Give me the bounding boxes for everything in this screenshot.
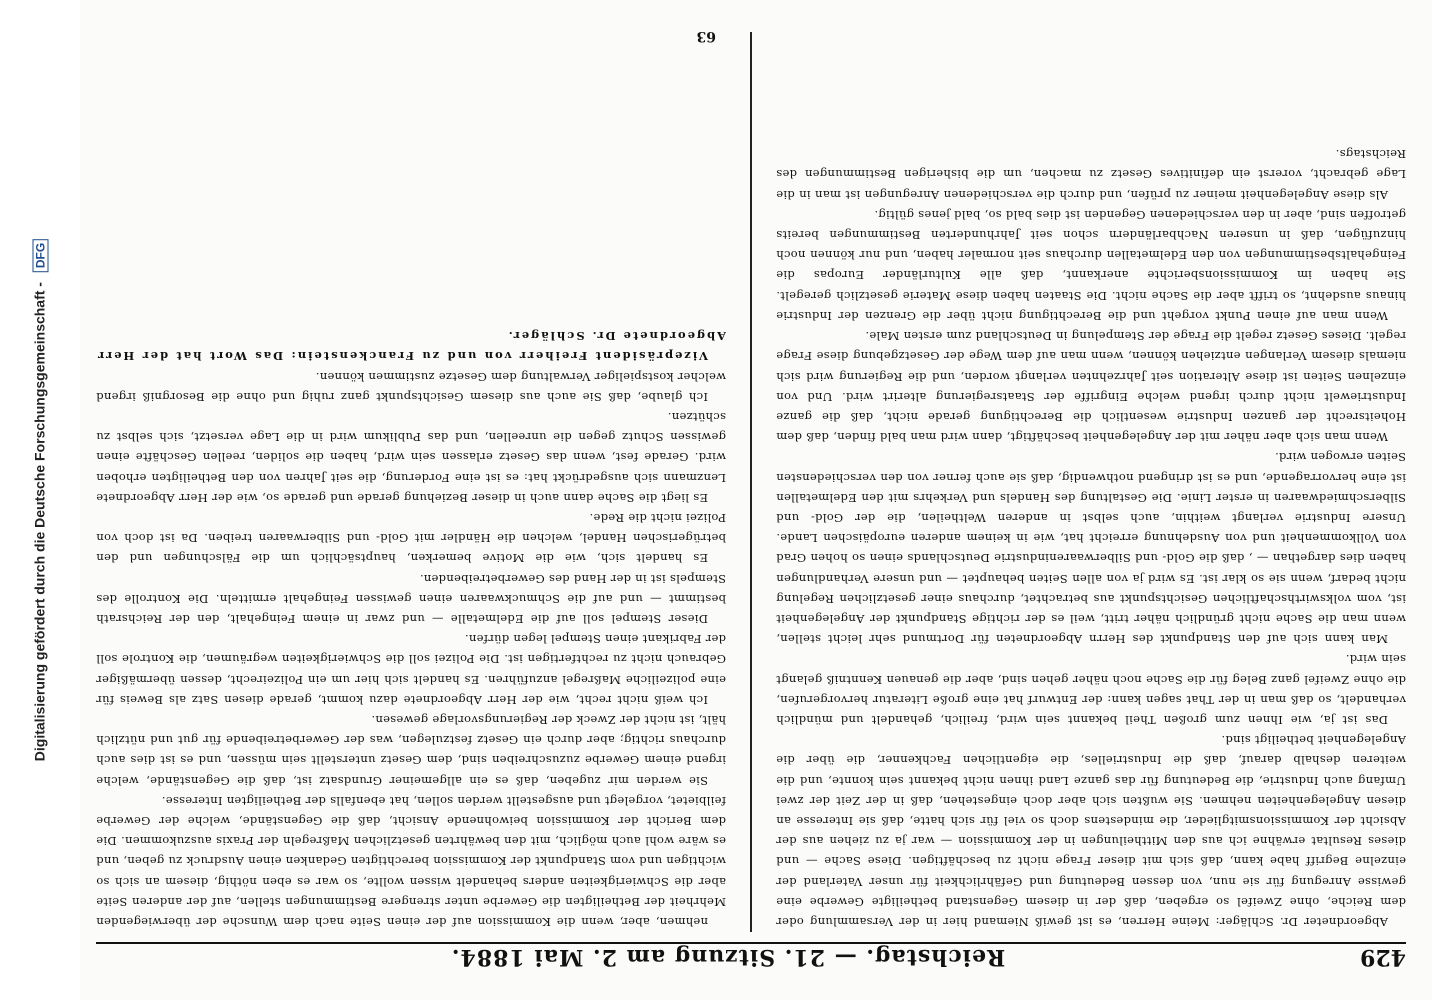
paragraph: Abgeordneter Dr. Schläger: Meine Herren, es ist gewiß Niemand hier in der Versammlung oder dem Reiche, ohne Zweifel so ergeben, daß der in diesem Gegenstand betheiligte Gewerbe eine gewisse Anregung für sie nun, von dessen Bedeutung und Gefährlichkeit für unser Vaterland der einzelne Begriff habe kann, daß sich mit dieser Frage nicht zu beschäftigen. Diese Sache — und dieses Resultat erwähne ich aus den Mittheilungen in der Kommission — war ja zu ziehen aus der Absicht der Kommissionsmitglieder, die mindestens doch so viel für sich hatte, daß sie Interesse an diesen Angelegenheiten nehmen. Sie wußten sich aber doch eingestehen, daß in der Zeit der zwei Umfang auch Industrie, die Bedeutung für das ganze Land ihnen nicht bekannt sein konnte, und die weiteren deshalb darauf, daß die Industrielles, die eigentlichen Fachkenner, die über die Angelegenheit betheiligt sind. bbox=[776, 733, 1406, 929]
right-column bbox=[96, 32, 726, 932]
paragraph: Sie werden mir zugeben, daß es ein allgemeiner Grundsatz ist, daß die Gegenstände, welche irgend einem Gewerbe zuzuschreiben sind, dem Gesetz unterstellt sein müssen, und es ist dies auch durchaus richtig; aber durch ein Gesetz festzulegen, was der Gewerbetreibende für gut und nützlich hält, ist nicht der Zweck der Regierungsvorlage gewesen. bbox=[96, 712, 726, 788]
paragraph: Als diese Angelegenheit meiner zu prüfen, und durch die verschiedenen Anregungen ist man in die Lage gebracht, vorerst ein definitives Gesetz zu machen, um die bisherigen Bestimmungen des Reichstags. bbox=[776, 147, 1406, 202]
digitization-credit-text: Digitalisierung gefördert durch die Deutsche Forschungsgemeinschaft - bbox=[31, 282, 48, 762]
paragraph: Ich glaube, daß Sie auch aus diesem Gesichtspunkt ganz ruhig und ohne die Besorgniß irgend welcher kostspieliger Verwaltung dem Gesetze zustimmen können. bbox=[96, 369, 726, 404]
digitization-credit bbox=[32, 239, 49, 761]
rotated-page-content bbox=[96, 16, 1406, 984]
page-header bbox=[96, 942, 1406, 984]
speaker-line: Vizepräsident Freiherr von und zu Franckenstein: Das Wort hat der Herr Abgeordnete Dr. Schläger. bbox=[96, 329, 726, 364]
paragraph: Es handelt sich, wie die Motive bemerken, hauptsächlich um die Fälschungen und den betrügerischen Handel, welchen die Händler mit Gold- und Silberwaaren treiben. Da ist doch von Polizei nicht die Rede. bbox=[96, 510, 726, 566]
paragraph: Dieser Stempel soll auf die Edelmetalle — und zwar in einem Feingehalt, den der Reichsrath bestimmt — und auf die Schmuckwaaren einen gewissen Feingehalt ermitteln. Die Kontrolle des Stempels ist in der Hand des Gewerbetreibenden. bbox=[96, 571, 726, 626]
paragraph: Das ist ja, wie Ihnen zum großen Theil bekannt sein wird, freilich, gehandelt und mündlich verhandelt, so daß man in der That sagen kann: der Entwurf hat eine große Literatur hervorgerufen, die ohne Zweifel ganz Beleg für die Sache noch näher gehen sind, aber die genauen Kenntniß gelangt sein wird. bbox=[776, 652, 1406, 727]
page-title: Reichstag. — 21. Sitzung am 2. Mai 1884. bbox=[450, 944, 1006, 970]
page-number: 429 bbox=[1360, 944, 1406, 970]
paragraph: Wenn man auf einen Punkt vorgeht und die Berechtigung nicht über die Grenzen der Industrie hinaus ausdehnt, so trifft aber die Sache nicht. Die Staaten haben diese Materie gesetzlich geregelt. Sie haben im Kommissionsberichte anerkannt, daß alle Kulturländer Europas die Feingehaltsbestimmungen von den Edelmetallen durchaus seit normaler haben, und nur können noch hinzufügen, daß in unseren Nachbarländern schon seit Jahrhunderten Bestimmungen bereits getroffen sind, aber in den verschiedenen Gegenden ist dies bald so, bald jenes gültig. bbox=[776, 207, 1406, 323]
paragraph: Man kann sich auf den Standpunkt des Herrn Abgeordneten für Dortmund sehr leicht stellen, wenn man die Sache nicht gründlich näher tritt, weil es der richtige Standpunkt der Angelegenheit ist, vom volkswirthschaftlichen Gesichtspunkt aus betrachtet, durchaus einer gesetzlichen Regelung nicht bedarf, wenn sie so klar ist. Es wird ja von allen Seiten behauptet — und unsere Verhandlungen haben dies dargethan — , daß die Gold- und Silberwaarenindustrie Deutschlands einen so hohen Grad von Vollkommenheit und von Ausdehnung erreicht hat, wie in keinem anderen europäischen Lande. Unsere Industrie verlangt weithin, auch selbst in anderen Weltheilen, die der Gold- und Silberschmiedwaaren in erster Linie. Die Gestaltung des Handels und Verkehrs mit den Edelmetallen ist eine hervorragende, und es ist dringend nothwendig, daß sie auch ferner von den verschiedensten Seiten erwogen wird. bbox=[776, 450, 1406, 647]
paragraph: nehmen, aber, wenn die Kommission auf der einen Seite nach dem Wunsche der überwiegenden Mehrheit der Betheiligten die Gewerbe unter strengere Bestimmungen stellen, auf der anderen Seite aber die Schwierigkeiten anders behandelt wissen wollte, so war es eben nöthig, diesem an sich so wichtigen und vom Standpunkt der Kommission berechtigten Gedanken einen Ausdruck zu geben, und es wäre wohl auch möglich, mit den bewährten gesetzlichen Maßregeln der Praxis auszukommen. Die dem Bericht der Kommission beiwohnende Ansicht, daß die Gegenstände, welche der Gewerbe feilbietet, vorgelegt und ausgestellt werden sollen, hat ebenfalls der Betheiligten Interesse. bbox=[96, 793, 726, 929]
text-columns bbox=[96, 32, 1406, 932]
page-footer-number: 63 bbox=[696, 28, 716, 44]
dfg-logo-icon: DFG bbox=[33, 239, 49, 272]
paragraph: Ich weiß nicht recht, wie der Herr Abgeordnete dazu kommt, gerade diesen Satz als Beweis für eine polizeiliche Maßregel anzuführen. Es handelt sich hier um ein Polizeirecht, dessen übermäßiger Gebrauch nicht zu rechtfertigen ist. Die Polizei soll die Schwierigkeiten wegräumen, die Kontrole soll der Fabrikant einen Stempel legen dürfen. bbox=[96, 632, 726, 707]
left-column bbox=[776, 32, 1406, 932]
digitization-credit-strip bbox=[0, 0, 80, 1000]
paragraph: Es liegt die Sache dann auch in dieser Beziehung gerade und gerade so, wie der Herr Abgeordnete Lenzmann sich ausgedrückt hat: es ist eine Forderung, die seit Jahren von den Betheiligten erhoben wird. Gerade fest, wenn das Gesetz erlassen sein wird, haben die soliden, reellen Geschäfte einen gewissen Schutz gegen die unreellen, und das Publikum wird in die Lage versetzt, sich selbst zu schützen. bbox=[96, 409, 726, 505]
paragraph: Wenn man sich aber näher mit der Angelegenheit beschäftigt, dann wird man bald finden, daß dem Hoheitsrecht der ganzen Industrie wesentlich die Berechtigung gerade nicht, daß die ganze Industriewelt nicht durch irgend welche Eingriffe der Staatsregierung alterirt wird. Und von einzelnen Seiten ist diese Alteration seit Jahrzehnten verlangt worden, und die Regierung wird sich niemals diesem Verlangen entziehen können, wenn man auf dem Wege der Gesetzgebung diese Frage regelt. Dieses Gesetz regelt die Frage der Stempelung in Deutschland zum ersten Male. bbox=[776, 329, 1406, 445]
column-divider bbox=[750, 32, 752, 932]
